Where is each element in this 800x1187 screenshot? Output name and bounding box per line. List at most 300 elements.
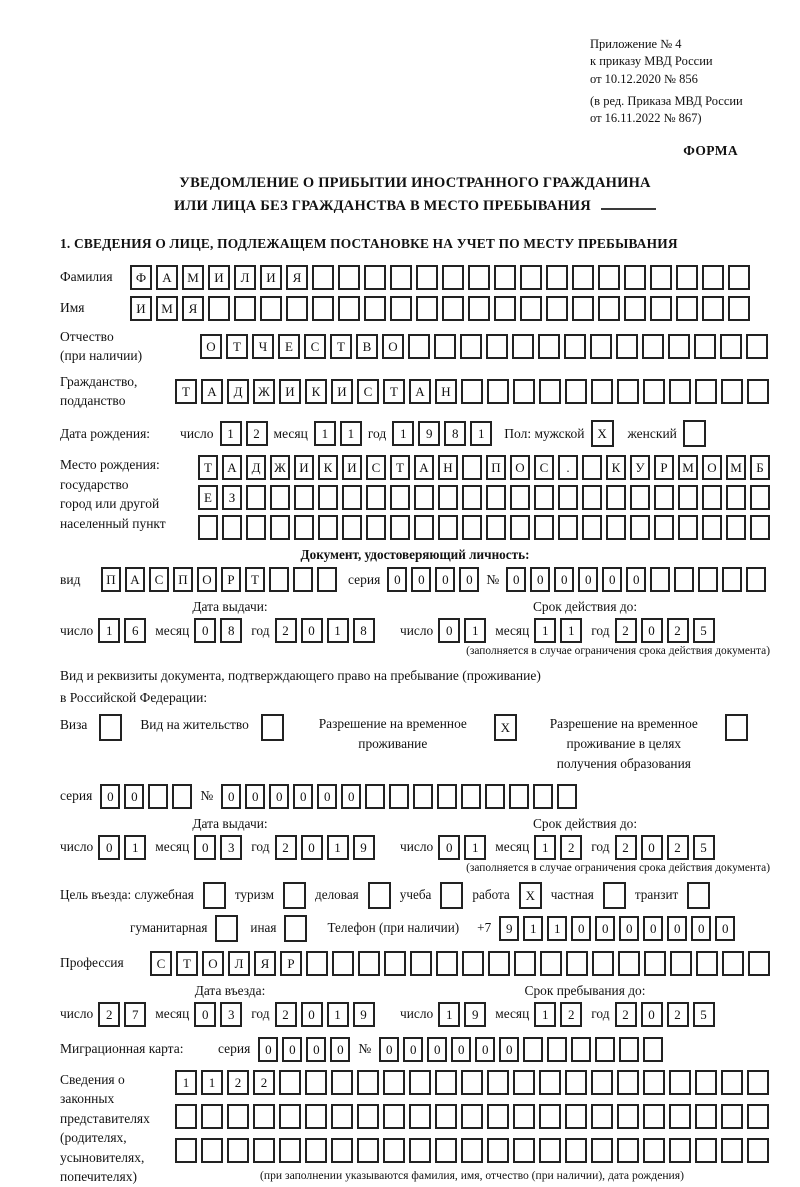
char-cell[interactable] [591,379,613,404]
char-cell[interactable]: 0 [245,784,265,809]
char-cell[interactable]: 0 [595,916,615,941]
char-cell[interactable] [702,296,724,321]
char-cell[interactable] [460,334,482,359]
char-cell[interactable] [565,1104,587,1129]
char-cell[interactable]: 2 [275,835,297,860]
char-cell[interactable]: Ч [252,334,274,359]
char-cell[interactable] [534,515,554,540]
char-cell[interactable] [616,334,638,359]
char-cell[interactable]: 0 [379,1037,399,1062]
char-cell[interactable] [520,265,542,290]
char-cell[interactable]: С [304,334,326,359]
char-cell[interactable] [390,296,412,321]
char-cell[interactable] [306,951,328,976]
char-cell[interactable] [513,1138,535,1163]
char-cell[interactable]: 2 [253,1070,275,1095]
char-cell[interactable] [487,1104,509,1129]
char-cell[interactable]: 0 [124,784,144,809]
char-cell[interactable]: 0 [98,835,120,860]
char-cell[interactable] [746,334,768,359]
char-cell[interactable]: 0 [438,835,460,860]
char-cell[interactable] [305,1104,327,1129]
char-cell[interactable]: Т [226,334,248,359]
char-cell[interactable] [694,334,716,359]
char-cell[interactable]: Ж [253,379,275,404]
char-cell[interactable]: 0 [293,784,313,809]
char-cell[interactable] [722,567,742,592]
char-cell[interactable] [468,296,490,321]
char-cell[interactable] [534,485,554,510]
char-cell[interactable]: Т [330,334,352,359]
char-cell[interactable] [702,265,724,290]
char-cell[interactable]: 1 [340,421,362,446]
char-cell[interactable]: 1 [201,1070,223,1095]
char-cell[interactable]: Н [435,379,457,404]
char-cell[interactable]: 0 [306,1037,326,1062]
char-cell[interactable]: О [510,455,530,480]
char-cell[interactable]: 1 [470,421,492,446]
char-cell[interactable]: 0 [427,1037,447,1062]
char-cell[interactable] [390,515,410,540]
char-cell[interactable]: Е [198,485,218,510]
char-cell[interactable] [539,1138,561,1163]
char-cell[interactable] [286,296,308,321]
char-cell[interactable]: 2 [667,618,689,643]
char-cell[interactable]: Л [228,951,250,976]
char-cell[interactable] [294,515,314,540]
char-cell[interactable]: Т [383,379,405,404]
purpose-private-checkbox[interactable] [603,882,626,909]
char-cell[interactable]: Я [286,265,308,290]
purpose-tourism-checkbox[interactable] [283,882,306,909]
char-cell[interactable]: 0 [554,567,574,592]
char-cell[interactable] [558,485,578,510]
char-cell[interactable] [617,379,639,404]
char-cell[interactable]: К [318,455,338,480]
char-cell[interactable] [486,515,506,540]
char-cell[interactable] [442,265,464,290]
char-cell[interactable]: 0 [578,567,598,592]
char-cell[interactable] [331,1138,353,1163]
char-cell[interactable] [414,515,434,540]
char-cell[interactable] [558,515,578,540]
char-cell[interactable] [253,1104,275,1129]
char-cell[interactable] [643,1138,665,1163]
char-cell[interactable] [669,379,691,404]
char-cell[interactable] [644,951,666,976]
char-cell[interactable] [413,784,433,809]
char-cell[interactable] [582,455,602,480]
char-cell[interactable] [606,485,626,510]
residence-permit-checkbox[interactable] [261,714,284,741]
char-cell[interactable]: 3 [220,1002,242,1027]
char-cell[interactable]: 0 [571,916,591,941]
char-cell[interactable] [572,296,594,321]
char-cell[interactable]: Т [175,379,197,404]
char-cell[interactable] [750,515,770,540]
char-cell[interactable] [366,515,386,540]
char-cell[interactable]: 0 [194,618,216,643]
char-cell[interactable] [722,951,744,976]
char-cell[interactable]: 0 [641,618,663,643]
purpose-transit-checkbox[interactable] [687,882,710,909]
char-cell[interactable]: С [534,455,554,480]
char-cell[interactable] [746,567,766,592]
char-cell[interactable] [643,1070,665,1095]
char-cell[interactable]: А [409,379,431,404]
char-cell[interactable]: А [201,379,223,404]
char-cell[interactable]: 2 [275,618,297,643]
purpose-study-checkbox[interactable] [440,882,463,909]
char-cell[interactable]: И [130,296,152,321]
char-cell[interactable]: 2 [246,421,268,446]
char-cell[interactable] [624,296,646,321]
char-cell[interactable] [669,1138,691,1163]
char-cell[interactable] [565,1138,587,1163]
char-cell[interactable] [332,951,354,976]
char-cell[interactable]: И [260,265,282,290]
char-cell[interactable]: 0 [499,1037,519,1062]
char-cell[interactable]: 1 [98,618,120,643]
char-cell[interactable]: И [279,379,301,404]
char-cell[interactable] [331,1104,353,1129]
char-cell[interactable]: 1 [547,916,567,941]
char-cell[interactable]: Н [438,455,458,480]
char-cell[interactable] [564,334,586,359]
purpose-business-checkbox[interactable] [368,882,391,909]
char-cell[interactable] [485,784,505,809]
char-cell[interactable]: О [702,455,722,480]
char-cell[interactable] [582,485,602,510]
char-cell[interactable] [595,1037,615,1062]
char-cell[interactable] [317,567,337,592]
char-cell[interactable] [365,784,385,809]
char-cell[interactable]: Ж [270,455,290,480]
char-cell[interactable] [582,515,602,540]
char-cell[interactable]: Д [227,379,249,404]
char-cell[interactable]: К [606,455,626,480]
char-cell[interactable] [234,296,256,321]
char-cell[interactable] [721,379,743,404]
char-cell[interactable]: 0 [626,567,646,592]
char-cell[interactable] [338,296,360,321]
char-cell[interactable]: 2 [615,618,637,643]
char-cell[interactable] [462,455,482,480]
char-cell[interactable]: 9 [418,421,440,446]
char-cell[interactable]: 2 [98,1002,120,1027]
char-cell[interactable] [510,485,530,510]
char-cell[interactable]: 0 [387,567,407,592]
char-cell[interactable] [462,485,482,510]
char-cell[interactable]: 0 [411,567,431,592]
char-cell[interactable] [294,485,314,510]
char-cell[interactable] [357,1138,379,1163]
char-cell[interactable]: 1 [327,1002,349,1027]
char-cell[interactable] [674,567,694,592]
temp-residence-edu-checkbox[interactable] [725,714,748,741]
purpose-work-checkbox[interactable]: X [519,882,542,909]
char-cell[interactable]: 0 [530,567,550,592]
char-cell[interactable]: З [222,485,242,510]
char-cell[interactable] [338,265,360,290]
char-cell[interactable] [227,1138,249,1163]
char-cell[interactable]: 0 [403,1037,423,1062]
char-cell[interactable]: Б [750,455,770,480]
char-cell[interactable]: 1 [523,916,543,941]
char-cell[interactable]: Д [246,455,266,480]
char-cell[interactable] [747,379,769,404]
char-cell[interactable] [523,1037,543,1062]
char-cell[interactable] [539,1104,561,1129]
temp-residence-checkbox[interactable]: X [494,714,517,741]
char-cell[interactable] [509,784,529,809]
char-cell[interactable] [650,296,672,321]
char-cell[interactable]: 1 [534,618,556,643]
char-cell[interactable] [279,1104,301,1129]
sex-female-checkbox[interactable] [683,420,706,447]
char-cell[interactable] [486,334,508,359]
char-cell[interactable] [654,485,674,510]
char-cell[interactable]: П [173,567,193,592]
char-cell[interactable]: 9 [464,1002,486,1027]
char-cell[interactable] [260,296,282,321]
char-cell[interactable]: О [200,334,222,359]
char-cell[interactable] [384,951,406,976]
char-cell[interactable] [409,1104,431,1129]
char-cell[interactable]: П [101,567,121,592]
char-cell[interactable] [513,1070,535,1095]
char-cell[interactable] [726,485,746,510]
char-cell[interactable] [409,1138,431,1163]
char-cell[interactable] [726,515,746,540]
char-cell[interactable] [488,951,510,976]
char-cell[interactable]: 1 [314,421,336,446]
char-cell[interactable] [676,265,698,290]
char-cell[interactable] [592,951,614,976]
char-cell[interactable]: 2 [560,835,582,860]
char-cell[interactable]: Я [254,951,276,976]
char-cell[interactable] [606,515,626,540]
char-cell[interactable] [747,1070,769,1095]
char-cell[interactable]: 2 [615,1002,637,1027]
char-cell[interactable] [389,784,409,809]
char-cell[interactable]: 0 [269,784,289,809]
char-cell[interactable]: 2 [227,1070,249,1095]
char-cell[interactable] [312,265,334,290]
char-cell[interactable] [654,515,674,540]
char-cell[interactable] [702,515,722,540]
char-cell[interactable] [721,1070,743,1095]
char-cell[interactable]: 3 [220,835,242,860]
char-cell[interactable] [434,334,456,359]
char-cell[interactable] [246,485,266,510]
char-cell[interactable]: 0 [194,835,216,860]
char-cell[interactable] [565,1070,587,1095]
char-cell[interactable] [520,296,542,321]
char-cell[interactable] [342,515,362,540]
char-cell[interactable] [270,485,290,510]
char-cell[interactable] [305,1138,327,1163]
char-cell[interactable] [510,515,530,540]
char-cell[interactable]: 0 [451,1037,471,1062]
char-cell[interactable] [695,379,717,404]
char-cell[interactable]: И [294,455,314,480]
char-cell[interactable]: К [305,379,327,404]
char-cell[interactable]: 0 [667,916,687,941]
char-cell[interactable] [678,515,698,540]
char-cell[interactable] [435,1104,457,1129]
char-cell[interactable] [468,265,490,290]
char-cell[interactable] [227,1104,249,1129]
char-cell[interactable] [246,515,266,540]
char-cell[interactable] [148,784,168,809]
char-cell[interactable] [598,265,620,290]
char-cell[interactable] [642,334,664,359]
char-cell[interactable] [748,951,770,976]
char-cell[interactable]: 1 [124,835,146,860]
char-cell[interactable]: 0 [641,1002,663,1027]
char-cell[interactable]: В [356,334,378,359]
char-cell[interactable] [357,1070,379,1095]
char-cell[interactable] [566,951,588,976]
char-cell[interactable]: Л [234,265,256,290]
char-cell[interactable]: О [202,951,224,976]
char-cell[interactable] [383,1104,405,1129]
char-cell[interactable] [546,296,568,321]
char-cell[interactable] [437,784,457,809]
char-cell[interactable]: О [382,334,404,359]
char-cell[interactable] [668,334,690,359]
char-cell[interactable]: 0 [641,835,663,860]
char-cell[interactable] [591,1138,613,1163]
char-cell[interactable] [408,334,430,359]
char-cell[interactable] [435,1138,457,1163]
char-cell[interactable]: С [150,951,172,976]
char-cell[interactable] [487,1138,509,1163]
char-cell[interactable] [487,1070,509,1095]
char-cell[interactable] [383,1138,405,1163]
char-cell[interactable] [538,334,560,359]
char-cell[interactable] [513,379,535,404]
char-cell[interactable] [618,951,640,976]
char-cell[interactable] [438,515,458,540]
char-cell[interactable]: Е [278,334,300,359]
char-cell[interactable]: 0 [619,916,639,941]
char-cell[interactable] [513,1104,535,1129]
char-cell[interactable] [721,1104,743,1129]
char-cell[interactable]: 6 [124,618,146,643]
char-cell[interactable]: 7 [124,1002,146,1027]
char-cell[interactable]: 0 [475,1037,495,1062]
char-cell[interactable] [617,1138,639,1163]
char-cell[interactable]: 9 [353,835,375,860]
char-cell[interactable]: 0 [715,916,735,941]
char-cell[interactable] [201,1104,223,1129]
char-cell[interactable] [650,567,670,592]
char-cell[interactable] [698,567,718,592]
char-cell[interactable] [617,1070,639,1095]
char-cell[interactable]: 0 [459,567,479,592]
char-cell[interactable]: П [486,455,506,480]
char-cell[interactable]: А [156,265,178,290]
char-cell[interactable] [619,1037,639,1062]
char-cell[interactable] [461,1104,483,1129]
char-cell[interactable] [624,265,646,290]
char-cell[interactable]: 2 [667,1002,689,1027]
char-cell[interactable] [442,296,464,321]
char-cell[interactable]: И [331,379,353,404]
char-cell[interactable] [630,515,650,540]
char-cell[interactable]: 0 [317,784,337,809]
char-cell[interactable] [486,485,506,510]
char-cell[interactable] [557,784,577,809]
char-cell[interactable] [222,515,242,540]
char-cell[interactable] [539,379,561,404]
char-cell[interactable]: 5 [693,835,715,860]
char-cell[interactable]: 0 [100,784,120,809]
char-cell[interactable]: 1 [327,618,349,643]
char-cell[interactable] [175,1104,197,1129]
char-cell[interactable] [409,1070,431,1095]
char-cell[interactable] [720,334,742,359]
char-cell[interactable]: 0 [221,784,241,809]
char-cell[interactable]: Т [176,951,198,976]
char-cell[interactable]: 1 [220,421,242,446]
char-cell[interactable]: Р [221,567,241,592]
char-cell[interactable] [590,334,612,359]
char-cell[interactable]: Р [280,951,302,976]
char-cell[interactable] [364,296,386,321]
char-cell[interactable] [318,515,338,540]
char-cell[interactable]: 8 [444,421,466,446]
char-cell[interactable] [438,485,458,510]
char-cell[interactable] [198,515,218,540]
char-cell[interactable] [533,784,553,809]
char-cell[interactable]: 1 [464,618,486,643]
char-cell[interactable] [678,485,698,510]
char-cell[interactable]: 0 [301,618,323,643]
char-cell[interactable] [416,265,438,290]
char-cell[interactable] [598,296,620,321]
char-cell[interactable] [565,379,587,404]
char-cell[interactable]: 8 [220,618,242,643]
char-cell[interactable]: 0 [258,1037,278,1062]
char-cell[interactable]: А [414,455,434,480]
char-cell[interactable] [643,379,665,404]
char-cell[interactable] [279,1138,301,1163]
char-cell[interactable]: 0 [435,567,455,592]
purpose-other-checkbox[interactable] [284,915,307,942]
char-cell[interactable]: 2 [615,835,637,860]
char-cell[interactable]: 1 [534,835,556,860]
char-cell[interactable] [461,1138,483,1163]
char-cell[interactable] [514,951,536,976]
char-cell[interactable]: 1 [560,618,582,643]
char-cell[interactable]: 0 [691,916,711,941]
char-cell[interactable]: 1 [534,1002,556,1027]
char-cell[interactable]: 0 [194,1002,216,1027]
char-cell[interactable]: А [125,567,145,592]
char-cell[interactable] [269,567,289,592]
char-cell[interactable] [436,951,458,976]
char-cell[interactable] [546,265,568,290]
char-cell[interactable] [318,485,338,510]
char-cell[interactable]: 1 [464,835,486,860]
visa-checkbox[interactable] [99,714,122,741]
char-cell[interactable]: Т [390,455,410,480]
char-cell[interactable] [728,265,750,290]
char-cell[interactable]: Ф [130,265,152,290]
